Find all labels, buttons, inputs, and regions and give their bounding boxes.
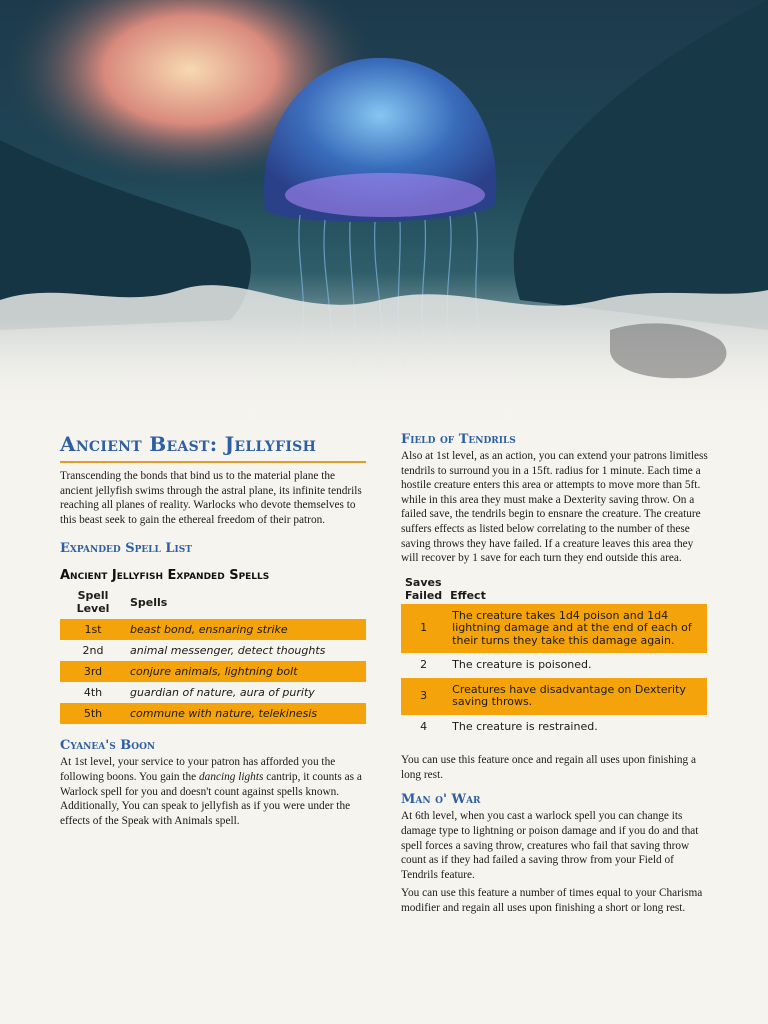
saves-cell: 4 (420, 719, 428, 733)
intro-paragraph: Transcending the bonds that bind us to the material plane the ancient jellyfish swims through the astral plane, its infinite tendrils reaching all planes of reality. Warlocks who devote themselves to this beast seek to gain the ethereal freedom of their patron. (60, 470, 362, 526)
table-row (401, 653, 707, 678)
boon-text-part: cantrip, it counts as a Warlock spell for you and doesn't count against spells known. Additionally, You can speak to jellyfish as if you were under the effects of the Speak with Animals spell. (60, 770, 362, 827)
failed-label: Failed (405, 588, 443, 602)
man-o-war-paragraph-1: At 6th level, when you cast a warlock spell you can change its damage type to lightning or poison damage and if you do and that spell forces a saving throw, creatures who fail that saving throw count as if they had failed a saving throw from your Field of Tendrils feature. (401, 810, 699, 881)
spells-cell: commune with nature, telekinesis (126, 703, 366, 724)
spells-cell: animal messenger, detect thoughts (130, 644, 326, 658)
effect-cell: The creature is restrained. (452, 719, 598, 733)
table-header-row (60, 589, 366, 619)
saves-cell: 3 (401, 678, 446, 715)
expanded-spells-table (60, 589, 366, 724)
column-header-spell-level: Spell Level (76, 589, 110, 616)
cyaneas-boon-heading: Cyanea's Boon (60, 738, 156, 754)
man-o-war-paragraph-2: You can use this feature a number of times equal to your Charisma modifier and regain all uses upon finishing a short or long rest. (401, 887, 703, 914)
spell-level-cell: 4th (83, 686, 103, 700)
table-row (401, 604, 707, 654)
saves-cell: 1 (401, 604, 446, 654)
saves-cell: 2 (420, 658, 428, 672)
effect-cell: The creature is poisoned. (452, 658, 592, 672)
jellyfish-artwork (0, 0, 768, 440)
table-row (401, 678, 707, 715)
spells-cell: beast bond, ensnaring strike (126, 619, 366, 640)
effect-cell: The creature takes 1d4 poison and 1d4 lightning damage and at the end of each of their turns they take this damage again. (446, 604, 707, 654)
table-row (60, 619, 366, 640)
column-header-effect: Effect (450, 588, 486, 602)
boon-text-part: At 1st level, your service to your patron has afforded you the following boons. You gain the (60, 756, 336, 783)
right-column (401, 432, 709, 916)
column-header-spells: Spells (130, 595, 168, 609)
expanded-spell-list-heading: Expanded Spell List (60, 541, 192, 557)
left-column (60, 432, 366, 828)
title-divider (60, 461, 366, 463)
table-row (60, 661, 366, 682)
spell-table-title: Ancient Jellyfish Expanded Spells (60, 568, 270, 584)
spell-level-cell: 2nd (82, 644, 104, 658)
hero-illustration (0, 0, 768, 440)
table-row (60, 640, 366, 661)
table-row (60, 703, 366, 724)
boon-paragraph (60, 755, 366, 828)
spell-level-cell: 3rd (60, 661, 126, 682)
effect-cell: Creatures have disadvantage on Dexterity saving throws. (446, 678, 707, 715)
spell-level-cell: 5th (60, 703, 126, 724)
spells-cell: conjure animals, lightning bolt (126, 661, 366, 682)
man-o-war-heading: Man o' War (401, 792, 481, 808)
page-title: Ancient Beast: Jellyfish (60, 432, 317, 456)
table-header-row (401, 576, 707, 604)
spell-level-cell: 1st (60, 619, 126, 640)
tendrils-paragraph: Also at 1st level, as an action, you can extend your patrons limitless tendrils to surround you in a 15ft. radius for 1 minute. Each time a hostile creature enters this area or attempts to move more than 5ft. while in this area they must make a Dexterity saving throw. On a failed save, the tendrils begin to ensnare the creature. The creature suffers effects as listed below correlating to the number of these saving throws they have failed. If a creature leaves this area they will recover by 1 save for each turn they end outside this area. (401, 450, 708, 565)
boon-cantrip-name: dancing lights (199, 770, 264, 783)
saves-effect-table (401, 576, 707, 740)
tendrils-usage-paragraph: You can use this feature once and regain all uses upon finishing a long rest. (401, 754, 697, 781)
table-row (60, 682, 366, 703)
right-cliff (514, 0, 768, 330)
field-of-tendrils-heading: Field of Tendrils (401, 432, 516, 447)
spells-cell: guardian of nature, aura of purity (130, 686, 315, 700)
saves-label: Saves (405, 575, 442, 589)
table-row (401, 715, 707, 740)
column-header-saves-failed (401, 576, 446, 604)
